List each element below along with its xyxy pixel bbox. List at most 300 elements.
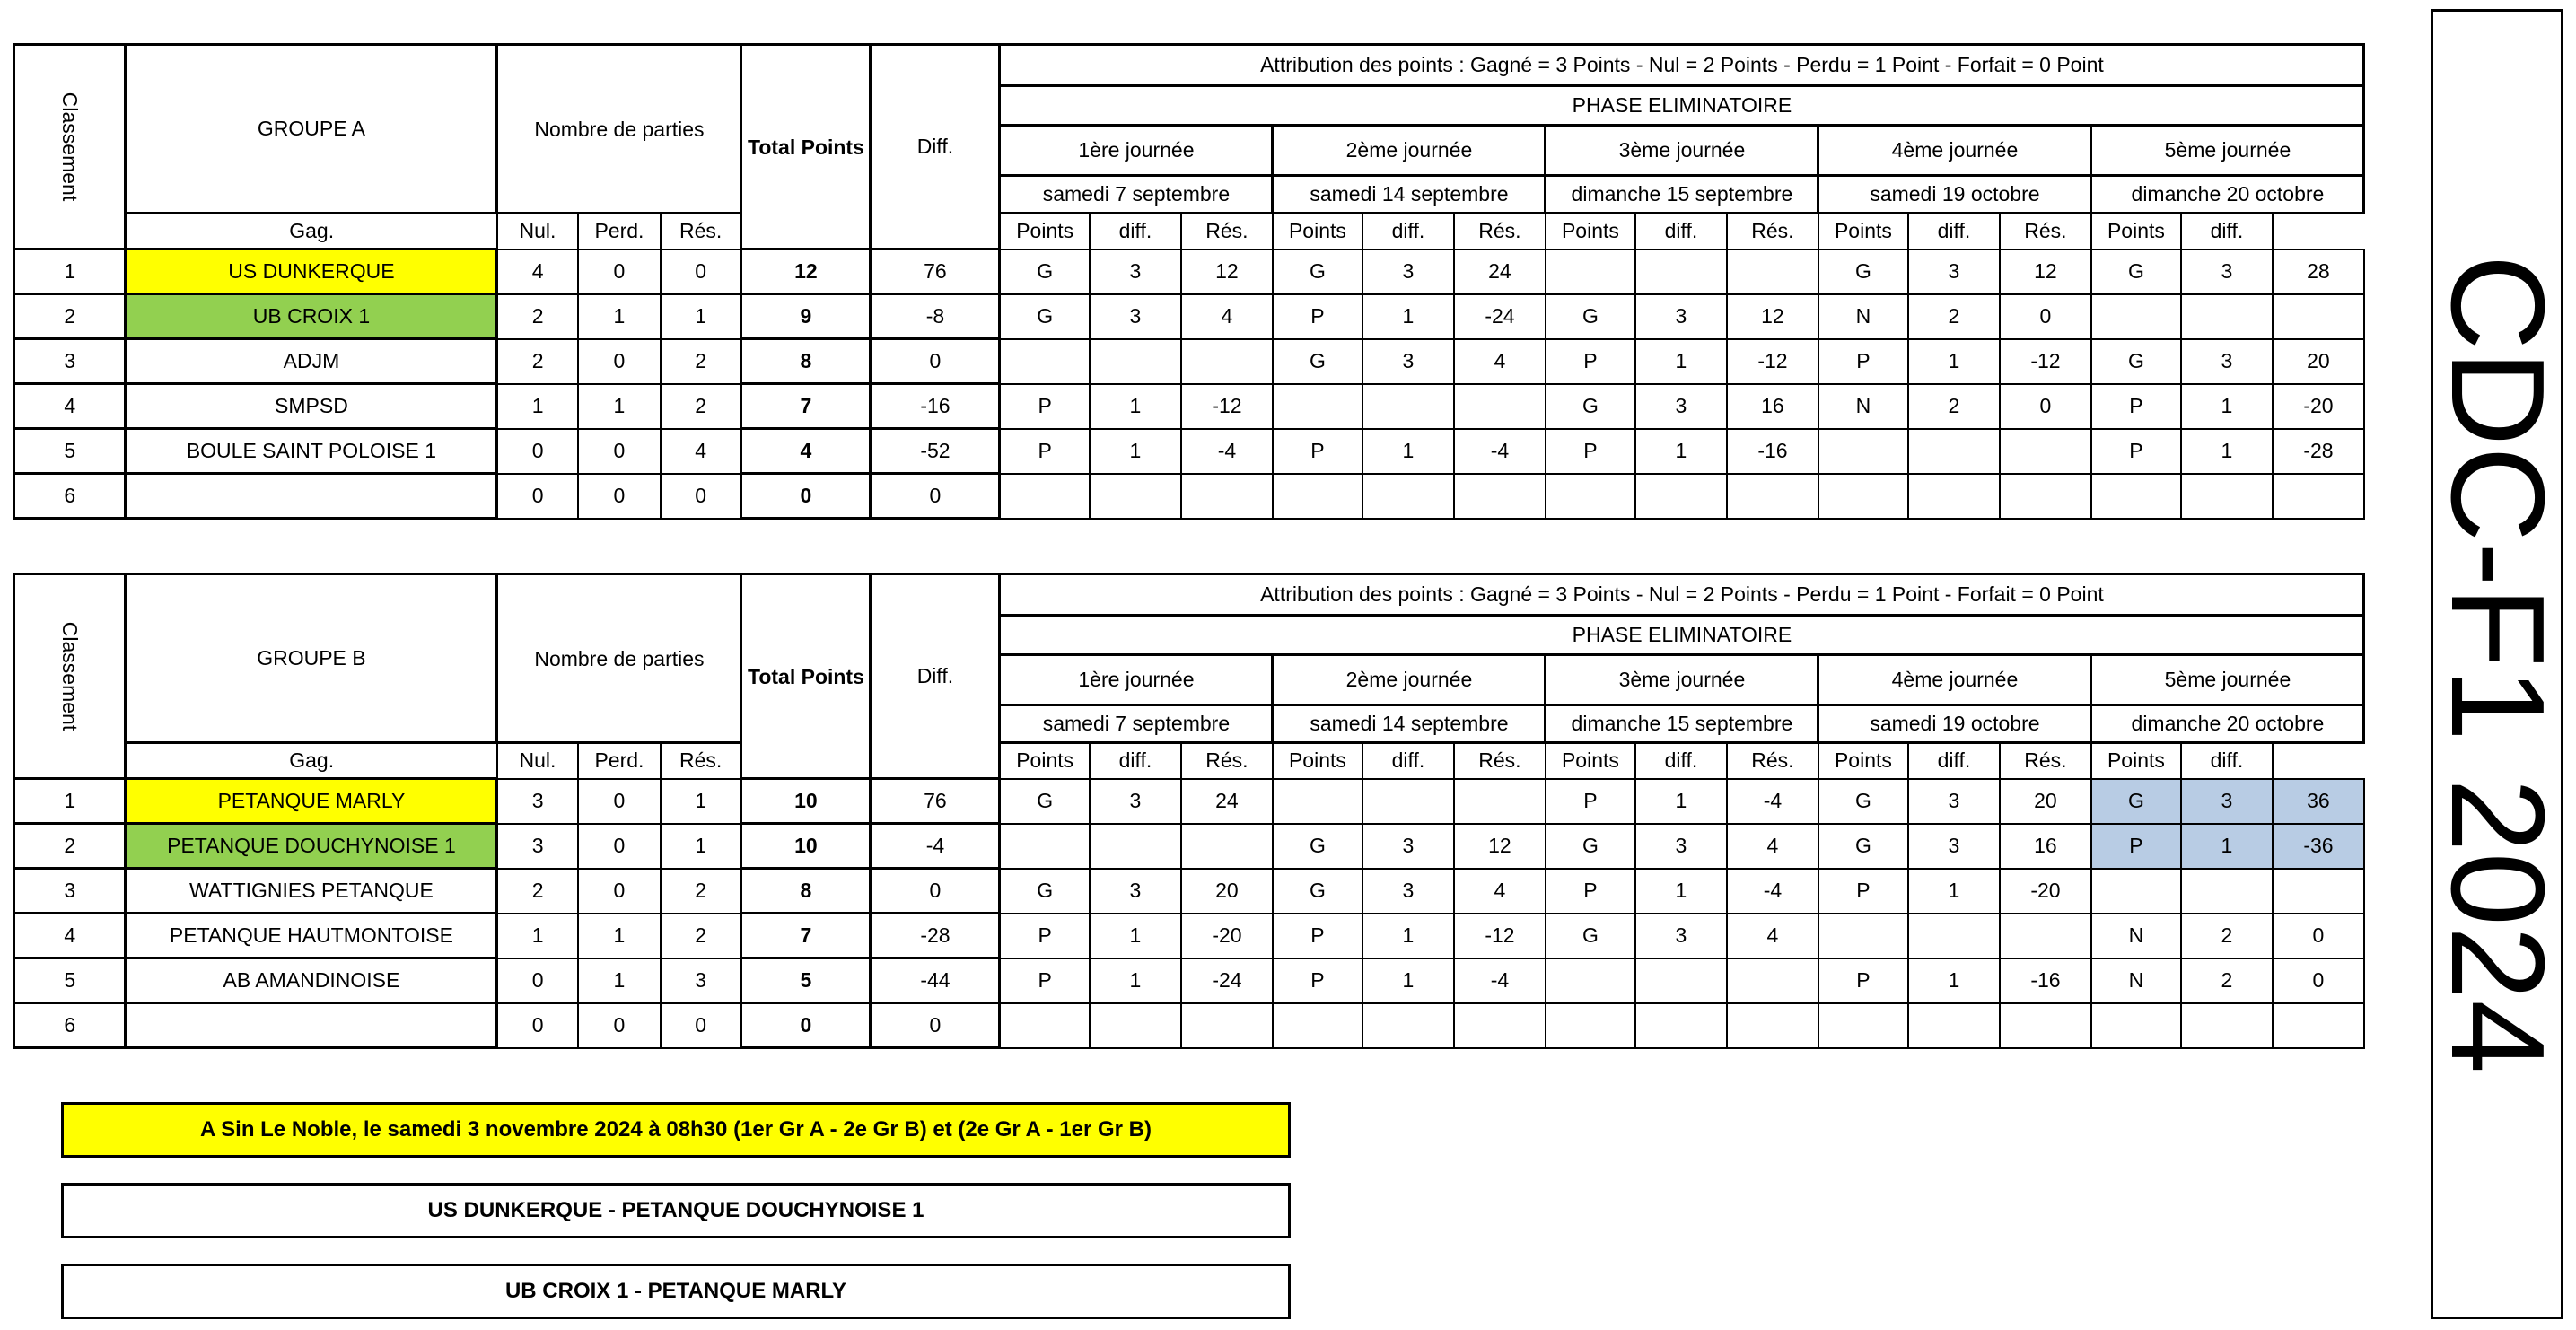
points-cell — [1362, 1003, 1454, 1048]
journee-2-date: samedi 14 septembre — [1273, 705, 1546, 743]
res-cell: G — [2091, 339, 2181, 384]
total-cell: 9 — [741, 294, 871, 339]
diff-result-cell — [1181, 474, 1273, 519]
diff-result-cell — [2000, 914, 2091, 958]
journee-4-date: samedi 19 octobre — [1818, 705, 2091, 743]
team-cell: WATTIGNIES PETANQUE — [126, 869, 497, 914]
res-cell: P — [2091, 824, 2181, 869]
diff-result-cell: -36 — [2273, 824, 2364, 869]
group-title: GROUPE A — [126, 45, 497, 214]
points-header: Points — [2091, 743, 2181, 779]
journee-5-label: 5ème journée — [2091, 655, 2364, 705]
classement-header: Classement — [14, 574, 126, 779]
nombre-parties-header: Nombre de parties — [497, 45, 741, 214]
diff-cell: 0 — [871, 474, 1000, 519]
nombre-parties-header: Nombre de parties — [497, 574, 741, 743]
table-row — [14, 339, 2364, 384]
points-cell: 3 — [1090, 249, 1181, 294]
total-cell: 8 — [741, 339, 871, 384]
diff-header: Diff. — [871, 45, 1000, 249]
diff-cell: 0 — [871, 1003, 1000, 1048]
journee-2-label: 2ème journée — [1273, 126, 1546, 176]
rank-cell: 6 — [14, 474, 126, 519]
diff-sub-header: diff. — [1635, 214, 1727, 249]
perd-cell: 0 — [661, 1003, 741, 1048]
points-cell: 1 — [2181, 824, 2273, 869]
attribution-points: Attribution des points : Gagné = 3 Points - Nul = 2 Points - Perdu = 1 Point - Forfait = 0 Point — [1000, 45, 2364, 86]
diff-sub-header: diff. — [2181, 214, 2273, 249]
perd-cell: 1 — [661, 779, 741, 824]
diff-result-cell — [1181, 824, 1273, 869]
diff-result-cell: -4 — [1727, 869, 1818, 914]
rank-cell: 6 — [14, 1003, 126, 1048]
points-header: Points — [1546, 743, 1635, 779]
team-cell — [126, 1003, 497, 1048]
res-cell: G — [1000, 779, 1090, 824]
gag-cell: 0 — [497, 474, 578, 519]
points-cell — [1908, 429, 2000, 474]
res-cell: G — [2091, 779, 2181, 824]
res-cell: P — [1000, 384, 1090, 429]
res-cell: P — [1273, 914, 1362, 958]
final-match-1: US DUNKERQUE - PETANQUE DOUCHYNOISE 1 — [61, 1183, 1291, 1238]
points-cell: 3 — [1090, 779, 1181, 824]
gag-cell: 0 — [497, 429, 578, 474]
res-cell: P — [1000, 914, 1090, 958]
diff-result-cell — [1727, 1003, 1818, 1048]
diff-result-cell — [1454, 384, 1546, 429]
nul-cell: 0 — [578, 474, 661, 519]
diff-result-cell: 4 — [1454, 339, 1546, 384]
points-cell — [1090, 339, 1181, 384]
diff-result-cell: 0 — [2000, 294, 2091, 339]
diff-result-cell: 28 — [2273, 249, 2364, 294]
journee-5-date: dimanche 20 octobre — [2091, 705, 2364, 743]
perd-header: Perd. — [578, 743, 661, 779]
diff-result-cell: -12 — [1181, 384, 1273, 429]
total-points-header: Total Points — [741, 574, 871, 779]
res-cell: G — [1000, 249, 1090, 294]
diff-result-cell: -20 — [1181, 914, 1273, 958]
table-row — [14, 958, 2364, 1003]
points-cell: 1 — [1635, 779, 1727, 824]
diff-sub-header: diff. — [1635, 743, 1727, 779]
gag-header: Gag. — [126, 743, 497, 779]
diff-result-cell: -24 — [1181, 958, 1273, 1003]
points-cell — [1635, 958, 1727, 1003]
res-header: Rés. — [2000, 214, 2091, 249]
res-cell: P — [1273, 294, 1362, 339]
journee-1-label: 1ère journée — [1000, 655, 1273, 705]
res-cell: G — [1546, 914, 1635, 958]
res-cell: N — [2091, 914, 2181, 958]
diff-result-cell: 16 — [1727, 384, 1818, 429]
points-cell — [1362, 779, 1454, 824]
rank-cell: 3 — [14, 869, 126, 914]
journee-4-date: samedi 19 octobre — [1818, 176, 2091, 214]
points-cell: 3 — [1908, 824, 2000, 869]
res-header: Rés. — [1727, 743, 1818, 779]
rank-cell: 2 — [14, 294, 126, 339]
points-cell: 3 — [1362, 824, 1454, 869]
res-cell — [1000, 1003, 1090, 1048]
diff-result-cell: -28 — [2273, 429, 2364, 474]
rank-cell: 4 — [14, 914, 126, 958]
diff-result-cell: 12 — [1454, 824, 1546, 869]
res-header: Rés. — [2000, 743, 2091, 779]
journee-4-label: 4ème journée — [1818, 655, 2091, 705]
res-header: Rés. — [1454, 214, 1546, 249]
diff-result-cell: 36 — [2273, 779, 2364, 824]
diff-sub-header: diff. — [1362, 743, 1454, 779]
perd-cell: 0 — [661, 249, 741, 294]
res-cell — [1546, 474, 1635, 519]
diff-result-cell: -16 — [1727, 429, 1818, 474]
diff-result-cell — [2000, 1003, 2091, 1048]
diff-result-cell: 24 — [1181, 779, 1273, 824]
total-cell: 8 — [741, 869, 871, 914]
diff-cell: 0 — [871, 869, 1000, 914]
res-cell: G — [1546, 384, 1635, 429]
res-cell — [1273, 384, 1362, 429]
diff-cell: -16 — [871, 384, 1000, 429]
rank-cell: 5 — [14, 958, 126, 1003]
total-cell: 10 — [741, 824, 871, 869]
points-cell — [2181, 474, 2273, 519]
rank-cell: 1 — [14, 779, 126, 824]
journee-2-date: samedi 14 septembre — [1273, 176, 1546, 214]
points-header: Points — [1000, 214, 1090, 249]
res-cell — [2091, 474, 2181, 519]
diff-result-cell — [2273, 474, 2364, 519]
total-cell: 0 — [741, 474, 871, 519]
journee-5-label: 5ème journée — [2091, 126, 2364, 176]
diff-result-cell: -12 — [1727, 339, 1818, 384]
diff-result-cell: 16 — [2000, 824, 2091, 869]
diff-result-cell: 20 — [2000, 779, 2091, 824]
rank-cell: 1 — [14, 249, 126, 294]
res-cell — [1546, 249, 1635, 294]
table-row — [14, 824, 2364, 869]
team-cell: US DUNKERQUE — [126, 249, 497, 294]
perd-cell: 1 — [661, 824, 741, 869]
points-cell — [1908, 914, 2000, 958]
diff-result-cell — [2000, 429, 2091, 474]
points-cell — [1635, 474, 1727, 519]
res-cell: P — [2091, 384, 2181, 429]
side-title-box — [2423, 9, 2572, 1319]
journee-2-label: 2ème journée — [1273, 655, 1546, 705]
perd-header: Perd. — [578, 214, 661, 249]
total-cell: 10 — [741, 779, 871, 824]
res-cell — [1000, 824, 1090, 869]
points-cell: 3 — [1908, 249, 2000, 294]
table-row — [14, 1003, 2364, 1048]
res-cell: G — [1546, 824, 1635, 869]
gag-cell: 2 — [497, 294, 578, 339]
res-cell: P — [1546, 779, 1635, 824]
res-cell: P — [1273, 429, 1362, 474]
side-title: CDC-F1 2024 — [2423, 254, 2572, 1074]
group-a-table — [13, 43, 2365, 520]
res-cell: P — [1546, 429, 1635, 474]
res-cell — [2091, 869, 2181, 914]
points-cell — [1090, 824, 1181, 869]
gag-cell: 0 — [497, 1003, 578, 1048]
diff-result-cell: -4 — [1727, 779, 1818, 824]
team-cell: SMPSD — [126, 384, 497, 429]
total-cell: 5 — [741, 958, 871, 1003]
res-cell: N — [1818, 384, 1908, 429]
total-cell: 4 — [741, 429, 871, 474]
res-cell: G — [1273, 249, 1362, 294]
total-cell: 7 — [741, 914, 871, 958]
points-cell: 3 — [2181, 249, 2273, 294]
res-cell — [1546, 958, 1635, 1003]
points-cell — [2181, 1003, 2273, 1048]
diff-result-cell: -12 — [1454, 914, 1546, 958]
diff-cell: -4 — [871, 824, 1000, 869]
res-cell: G — [1818, 249, 1908, 294]
team-cell: PETANQUE MARLY — [126, 779, 497, 824]
diff-result-cell: 0 — [2273, 914, 2364, 958]
diff-result-cell — [1727, 474, 1818, 519]
diff-result-cell: 20 — [1181, 869, 1273, 914]
points-cell — [1362, 474, 1454, 519]
diff-cell: -28 — [871, 914, 1000, 958]
nul-cell: 0 — [578, 869, 661, 914]
journee-3-label: 3ème journée — [1546, 655, 1818, 705]
table-row — [14, 779, 2364, 824]
attribution-points: Attribution des points : Gagné = 3 Points - Nul = 2 Points - Perdu = 1 Point - Forfait = 0 Point — [1000, 574, 2364, 616]
nul-header: Nul. — [497, 743, 578, 779]
points-cell: 2 — [1908, 294, 2000, 339]
res-cell: G — [1273, 824, 1362, 869]
journee-1-date: samedi 7 septembre — [1000, 705, 1273, 743]
journee-3-date: dimanche 15 septembre — [1546, 705, 1818, 743]
points-cell — [1635, 1003, 1727, 1048]
points-cell: 1 — [1362, 294, 1454, 339]
res-header: Rés. — [1454, 743, 1546, 779]
team-cell: UB CROIX 1 — [126, 294, 497, 339]
team-cell: PETANQUE HAUTMONTOISE — [126, 914, 497, 958]
res-cell — [2091, 294, 2181, 339]
points-cell: 1 — [1090, 914, 1181, 958]
perd-cell: 3 — [661, 958, 741, 1003]
points-cell — [1908, 1003, 2000, 1048]
gag-cell: 1 — [497, 384, 578, 429]
res-cell: G — [2091, 249, 2181, 294]
points-cell: 1 — [1908, 339, 2000, 384]
points-cell — [1090, 1003, 1181, 1048]
table-row — [14, 429, 2364, 474]
diff-result-cell: -4 — [1454, 958, 1546, 1003]
table-row — [14, 249, 2364, 294]
nul-header: Nul. — [497, 214, 578, 249]
res-cell: G — [1000, 294, 1090, 339]
gag-cell: 1 — [497, 914, 578, 958]
res-cell: G — [1546, 294, 1635, 339]
res-cell — [1273, 779, 1362, 824]
points-cell: 1 — [1635, 869, 1727, 914]
phase-title: PHASE ELIMINATOIRE — [1000, 86, 2364, 126]
gag-cell: 3 — [497, 779, 578, 824]
table-row — [14, 384, 2364, 429]
points-cell: 1 — [1362, 914, 1454, 958]
rank-cell: 2 — [14, 824, 126, 869]
group-b-table — [13, 573, 2365, 1049]
diff-cell: 76 — [871, 249, 1000, 294]
points-header: Points — [1818, 214, 1908, 249]
diff-result-cell: -4 — [1454, 429, 1546, 474]
points-header: Points — [1000, 743, 1090, 779]
nul-cell: 1 — [578, 384, 661, 429]
diff-result-cell: -20 — [2273, 384, 2364, 429]
points-cell — [1362, 384, 1454, 429]
points-cell: 1 — [1090, 429, 1181, 474]
gag-cell: 2 — [497, 339, 578, 384]
diff-result-cell — [2273, 294, 2364, 339]
points-cell: 2 — [2181, 914, 2273, 958]
points-cell: 3 — [1362, 339, 1454, 384]
nul-cell: 0 — [578, 339, 661, 384]
perd-cell: 2 — [661, 384, 741, 429]
total-cell: 0 — [741, 1003, 871, 1048]
points-header: Points — [2091, 214, 2181, 249]
points-cell: 1 — [1090, 384, 1181, 429]
diff-result-cell: 12 — [2000, 249, 2091, 294]
rank-cell: 3 — [14, 339, 126, 384]
diff-result-cell: 12 — [1181, 249, 1273, 294]
res-header: Rés. — [1727, 214, 1818, 249]
points-cell — [1635, 249, 1727, 294]
gag-cell: 2 — [497, 869, 578, 914]
points-cell: 3 — [1362, 249, 1454, 294]
points-header: Points — [1546, 214, 1635, 249]
diff-result-cell — [2273, 1003, 2364, 1048]
points-cell: 3 — [1090, 869, 1181, 914]
team-cell: AB AMANDINOISE — [126, 958, 497, 1003]
points-cell: 1 — [1908, 869, 2000, 914]
diff-sub-header: diff. — [2181, 743, 2273, 779]
team-cell — [126, 474, 497, 519]
diff-cell: -52 — [871, 429, 1000, 474]
points-cell: 2 — [2181, 958, 2273, 1003]
team-cell: BOULE SAINT POLOISE 1 — [126, 429, 497, 474]
total-points-header: Total Points — [741, 45, 871, 249]
points-cell — [2181, 869, 2273, 914]
points-cell: 1 — [1635, 339, 1727, 384]
res-cell — [1273, 474, 1362, 519]
nul-cell: 0 — [578, 429, 661, 474]
points-cell: 3 — [2181, 339, 2273, 384]
total-cell: 12 — [741, 249, 871, 294]
res-cell — [1818, 1003, 1908, 1048]
journee-5-date: dimanche 20 octobre — [2091, 176, 2364, 214]
points-cell: 3 — [2181, 779, 2273, 824]
res-cell — [1818, 429, 1908, 474]
points-header: Points — [1818, 743, 1908, 779]
res-cell — [2091, 1003, 2181, 1048]
diff-result-cell — [2000, 474, 2091, 519]
diff-cell: 0 — [871, 339, 1000, 384]
points-cell — [2181, 294, 2273, 339]
team-cell: ADJM — [126, 339, 497, 384]
res-cell — [1000, 339, 1090, 384]
diff-result-cell — [1727, 249, 1818, 294]
res-cell: P — [1546, 339, 1635, 384]
diff-result-cell: 20 — [2273, 339, 2364, 384]
points-cell: 1 — [1908, 958, 2000, 1003]
res-cell: G — [1818, 824, 1908, 869]
res-cell: N — [2091, 958, 2181, 1003]
diff-cell: 76 — [871, 779, 1000, 824]
points-cell — [1090, 474, 1181, 519]
res-header: Rés. — [1181, 743, 1273, 779]
diff-result-cell: -12 — [2000, 339, 2091, 384]
res-cell: G — [1273, 339, 1362, 384]
points-cell: 3 — [1090, 294, 1181, 339]
points-header: Points — [1273, 214, 1362, 249]
journee-1-date: samedi 7 septembre — [1000, 176, 1273, 214]
diff-sub-header: diff. — [1090, 743, 1181, 779]
finals-info: A Sin Le Noble, le samedi 3 novembre 2024 à 08h30 (1er Gr A - 2e Gr B) et (2e Gr A - 1er Gr B) — [61, 1102, 1291, 1158]
points-cell — [1908, 474, 2000, 519]
res-cell — [1000, 474, 1090, 519]
perd-cell: 2 — [661, 339, 741, 384]
res-cell: P — [2091, 429, 2181, 474]
perd-cell: 2 — [661, 869, 741, 914]
diff-result-cell — [1454, 1003, 1546, 1048]
diff-result-cell — [1727, 958, 1818, 1003]
points-cell: 1 — [1090, 958, 1181, 1003]
perd-cell: 2 — [661, 914, 741, 958]
nul-cell: 0 — [578, 1003, 661, 1048]
points-cell: 3 — [1362, 869, 1454, 914]
points-cell: 3 — [1635, 294, 1727, 339]
res-header: Rés. — [1181, 214, 1273, 249]
diff-result-cell: 4 — [1727, 824, 1818, 869]
points-cell: 3 — [1908, 779, 2000, 824]
diff-result-cell — [1454, 474, 1546, 519]
diff-result-cell: -4 — [1181, 429, 1273, 474]
classement-header: Classement — [14, 45, 126, 249]
diff-result-cell: 0 — [2273, 958, 2364, 1003]
perd-cell: 1 — [661, 294, 741, 339]
res-cell: P — [1818, 958, 1908, 1003]
team-cell: PETANQUE DOUCHYNOISE 1 — [126, 824, 497, 869]
total-cell: 7 — [741, 384, 871, 429]
diff-sub-header: diff. — [1090, 214, 1181, 249]
points-cell: 2 — [1908, 384, 2000, 429]
res-cell: P — [1000, 429, 1090, 474]
diff-result-cell: 4 — [1181, 294, 1273, 339]
group-title: GROUPE B — [126, 574, 497, 743]
points-header: Points — [1273, 743, 1362, 779]
diff-result-cell: 4 — [1727, 914, 1818, 958]
diff-header: Diff. — [871, 574, 1000, 779]
diff-result-cell — [1181, 1003, 1273, 1048]
nul-cell: 1 — [578, 914, 661, 958]
rank-cell: 5 — [14, 429, 126, 474]
points-cell: 1 — [1362, 958, 1454, 1003]
res-cell: G — [1000, 869, 1090, 914]
points-cell: 1 — [1635, 429, 1727, 474]
diff-result-cell: -24 — [1454, 294, 1546, 339]
table-row — [14, 914, 2364, 958]
gag-cell: 3 — [497, 824, 578, 869]
journee-3-date: dimanche 15 septembre — [1546, 176, 1818, 214]
